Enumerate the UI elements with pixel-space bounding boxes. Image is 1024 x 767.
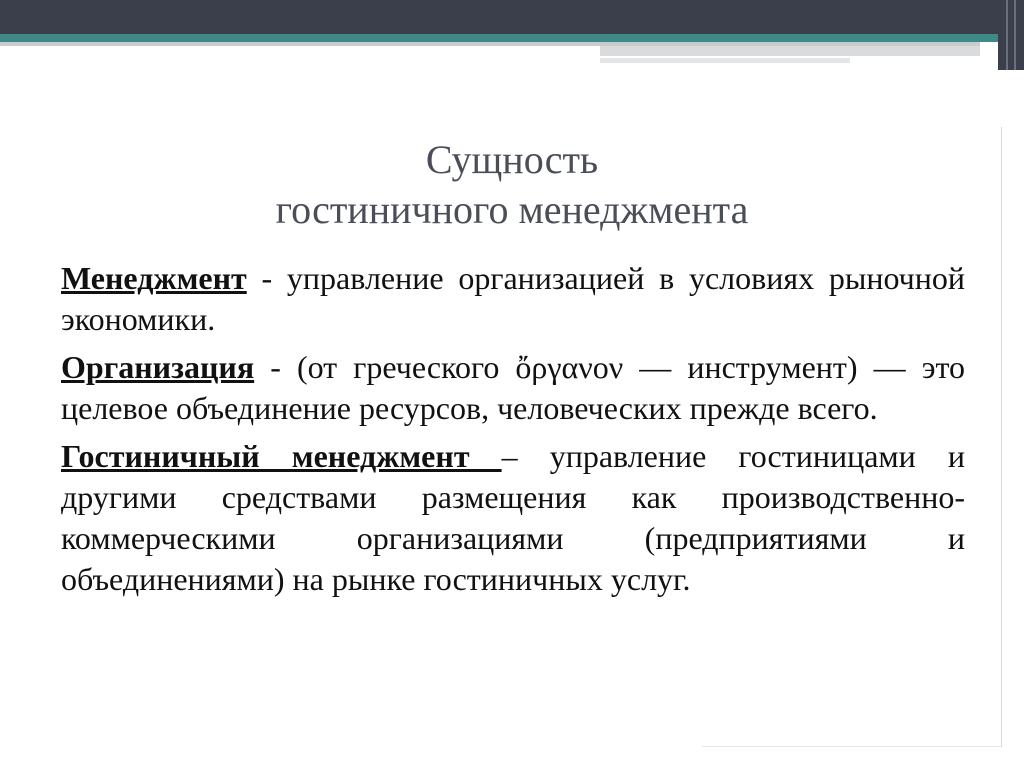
header-band-gray-short bbox=[600, 46, 980, 56]
header-right-edge-lines bbox=[1006, 0, 1016, 70]
definition-organization bbox=[61, 347, 965, 429]
term-management: Менеджмент bbox=[61, 260, 247, 296]
header-band-gray-shorter bbox=[600, 58, 850, 63]
definition-hotel-management bbox=[61, 436, 965, 600]
slide-title-line2: гостиничного менеджмента bbox=[275, 187, 749, 232]
definition-management-text: - управление организацией в условиях рыночной экономики. bbox=[61, 260, 965, 337]
slide-title bbox=[0, 135, 1024, 235]
term-hotel-management: Гостиничный менеджмент bbox=[61, 438, 502, 474]
header-band-teal bbox=[0, 34, 1000, 42]
page-bottom-line bbox=[702, 746, 1002, 747]
slide-body bbox=[61, 258, 965, 607]
definition-management bbox=[61, 258, 965, 340]
header-band-dark bbox=[0, 0, 1024, 34]
definition-organization-text: - (от греческого ὄργανον — инструмент) — это целевое объединение ресурсов, человеческих прежде всего. bbox=[61, 349, 965, 426]
term-organization: Организация bbox=[61, 349, 255, 385]
slide-title-line1: Сущность bbox=[425, 137, 599, 182]
definition-hotel-management-text: – управление гостиницами и другими средствами размещения как производственно-коммерческими организациями (предприятиями и объединениями) на рынке гостиничных услуг. bbox=[61, 438, 965, 597]
